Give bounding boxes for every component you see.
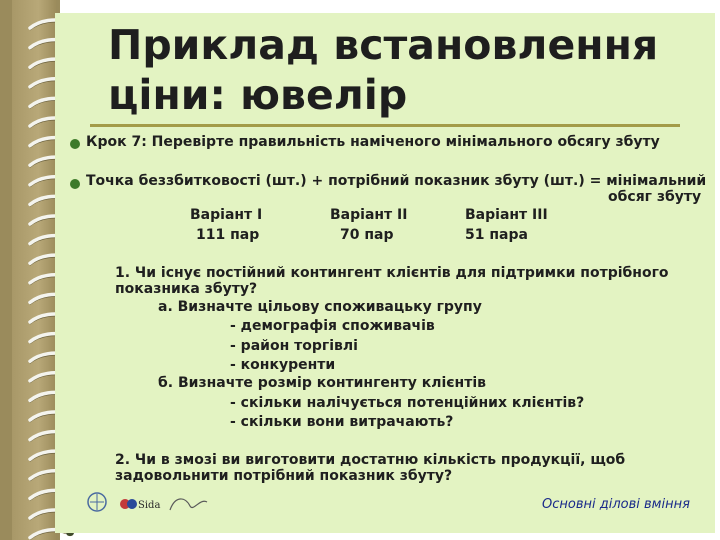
variant-2-label: Варіант ІІ bbox=[330, 207, 408, 223]
question-1-a-item-3: - конкуренти bbox=[230, 357, 336, 373]
slide-title bbox=[108, 20, 658, 120]
title-line-2: ціни: ювелір bbox=[108, 71, 408, 119]
variant-1-value: 111 пар bbox=[196, 227, 260, 243]
question-1-a: а. Визначте цільову споживацьку групу bbox=[158, 299, 482, 315]
question-1-line-2: показника збуту? bbox=[115, 281, 258, 297]
question-2-line-1: 2. Чи в змозі ви виготовити достатню кількість продукції, щоб bbox=[115, 452, 626, 468]
step-text: Крок 7: Перевірте правильність наміченого мінімального обсягу збуту bbox=[86, 134, 660, 150]
question-1-b: б. Визначте розмір контингенту клієнтів bbox=[158, 375, 486, 391]
variant-3-value: 51 пара bbox=[465, 227, 528, 243]
bullet-icon bbox=[70, 179, 80, 189]
footer-caption: Основні ділові вміння bbox=[542, 497, 690, 512]
partner-logos bbox=[85, 488, 215, 518]
bullet-icon bbox=[70, 139, 80, 149]
question-1-a-item-1: - демографія споживачів bbox=[230, 318, 435, 334]
question-2-line-2: задовольнити потрібний показник збуту? bbox=[115, 468, 453, 484]
variant-3-label: Варіант ІІІ bbox=[465, 207, 548, 223]
title-line-1: Приклад встановлення bbox=[108, 21, 659, 69]
question-1-b-item-1: - скільки налічується потенційних клієнтів? bbox=[230, 395, 585, 411]
question-1-line-1: 1. Чи існує постійний контингент клієнтів для підтримки потрібного bbox=[115, 265, 669, 281]
question-1-a-item-2: - район торгівлі bbox=[230, 338, 358, 354]
variant-1-label: Варіант І bbox=[190, 207, 263, 223]
variant-2-value: 70 пар bbox=[340, 227, 394, 243]
title-underline bbox=[90, 124, 680, 127]
question-1-b-item-2: - скільки вони витрачають? bbox=[230, 414, 454, 430]
svg-text:Sida: Sida bbox=[138, 500, 161, 511]
formula-line-2: обсяг збуту bbox=[608, 189, 702, 205]
formula-line-1: Точка беззбитковості (шт.) + потрібний показник збуту (шт.) = мінімальний bbox=[86, 173, 707, 189]
